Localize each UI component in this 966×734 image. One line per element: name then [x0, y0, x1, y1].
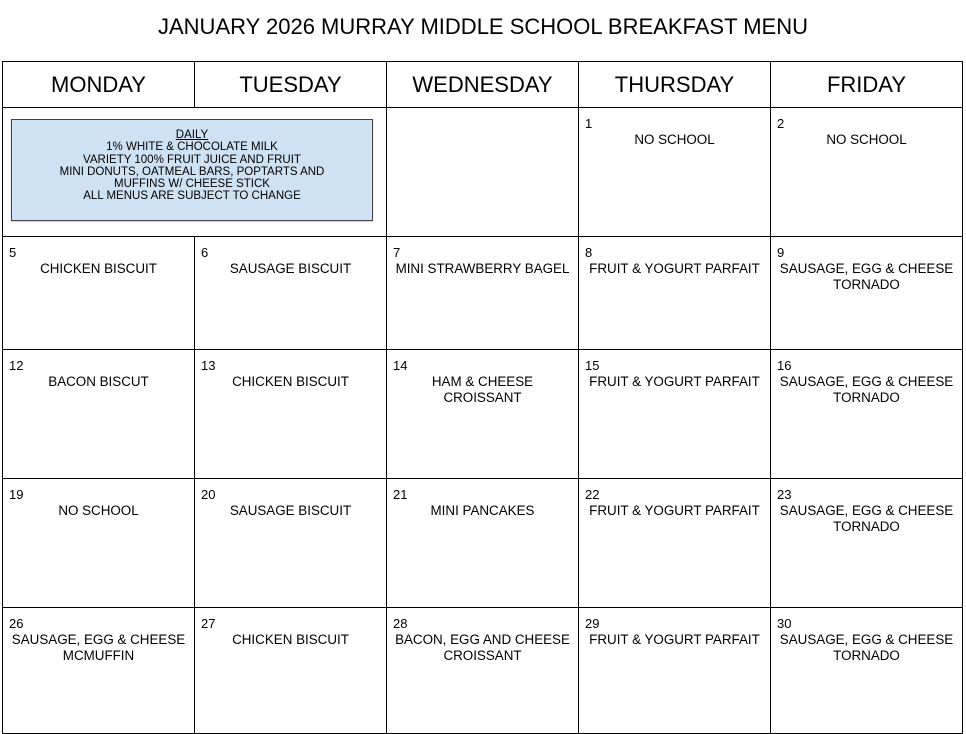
- day-cell: [771, 479, 963, 608]
- daily-line: MINI DONUTS, OATMEAL BARS, POPTARTS AND: [59, 165, 325, 178]
- menu-item: NO SCHOOL: [634, 132, 715, 147]
- day-number: 22: [585, 487, 600, 502]
- daily-line: MUFFINS W/ CHEESE STICK: [114, 178, 270, 191]
- day-cell: [387, 237, 579, 350]
- menu-item: NO SCHOOL: [826, 132, 907, 147]
- day-cell: [195, 350, 387, 479]
- day-number: 16: [777, 358, 792, 373]
- day-number: 15: [585, 358, 600, 373]
- week-row: [3, 237, 963, 350]
- day-number: 27: [201, 616, 216, 631]
- menu-item: FRUIT & YOGURT PARFAIT: [589, 503, 760, 518]
- menu-calendar: [2, 61, 963, 734]
- day-cell: [771, 237, 963, 350]
- daily-heading: DAILY: [175, 129, 209, 141]
- daily-info-box: [11, 119, 373, 221]
- day-cell: [579, 108, 771, 237]
- day-number: 21: [393, 487, 408, 502]
- menu-item: SAUSAGE, EGG & CHEESE TORNADO: [779, 503, 954, 534]
- day-number: 8: [585, 245, 593, 260]
- menu-item: NO SCHOOL: [58, 503, 139, 518]
- day-number: 30: [777, 616, 792, 631]
- day-number: 2: [777, 116, 785, 131]
- menu-item: CHICKEN BISCUIT: [232, 374, 349, 389]
- page-title: JANUARY 2026 MURRAY MIDDLE SCHOOL BREAKFAST MENU: [158, 14, 808, 39]
- menu-item: HAM & CHEESE CROISSANT: [431, 374, 534, 405]
- day-cell: [3, 608, 195, 734]
- daily-line: ALL MENUS ARE SUBJECT TO CHANGE: [83, 190, 301, 203]
- day-cell: [195, 237, 387, 350]
- daily-info-cell: [3, 108, 387, 237]
- week-row: [3, 479, 963, 608]
- header-friday: FRIDAY: [771, 62, 963, 108]
- day-number: 12: [9, 358, 24, 373]
- daily-line: VARIETY 100% FRUIT JUICE AND FRUIT: [83, 153, 301, 166]
- header-thursday: THURSDAY: [579, 62, 771, 108]
- day-cell: [3, 350, 195, 479]
- menu-item: BACON BISCUT: [48, 374, 149, 389]
- week-row: [3, 108, 963, 237]
- day-cell: [387, 479, 579, 608]
- header-monday: MONDAY: [3, 62, 195, 108]
- day-number: 13: [201, 358, 216, 373]
- day-number: 6: [201, 245, 209, 260]
- menu-item: SAUSAGE BISCUIT: [229, 503, 352, 518]
- day-cell: [579, 237, 771, 350]
- day-cell: [387, 608, 579, 734]
- menu-item: BACON, EGG AND CHEESE CROISSANT: [395, 632, 570, 663]
- week-row: [3, 608, 963, 734]
- menu-item: SAUSAGE BISCUIT: [229, 261, 352, 276]
- day-cell: [579, 479, 771, 608]
- menu-item: MINI PANCAKES: [430, 503, 535, 518]
- menu-item: SAUSAGE, EGG & CHEESE TORNADO: [779, 632, 954, 663]
- day-cell: [195, 479, 387, 608]
- day-cell: [3, 479, 195, 608]
- week-row: [3, 350, 963, 479]
- menu-item: SAUSAGE, EGG & CHEESE TORNADO: [779, 261, 954, 292]
- day-cell: [771, 350, 963, 479]
- menu-item: FRUIT & YOGURT PARFAIT: [589, 261, 760, 276]
- day-cell: [579, 350, 771, 479]
- day-number: 19: [9, 487, 24, 502]
- daily-line: 1% WHITE & CHOCOLATE MILK: [106, 141, 278, 154]
- menu-item: SAUSAGE, EGG & CHEESE TORNADO: [779, 374, 954, 405]
- day-number: 1: [585, 116, 593, 131]
- day-number: 14: [393, 358, 408, 373]
- menu-item: CHICKEN BISCUIT: [232, 632, 349, 647]
- menu-item: FRUIT & YOGURT PARFAIT: [589, 374, 760, 389]
- day-number: 28: [393, 616, 408, 631]
- header-wednesday: WEDNESDAY: [387, 62, 579, 108]
- menu-item: CHICKEN BISCUIT: [40, 261, 157, 276]
- menu-item: SAUSAGE, EGG & CHEESE MCMUFFIN: [11, 632, 186, 663]
- day-cell: [771, 608, 963, 734]
- day-cell: [387, 350, 579, 479]
- day-number: 26: [9, 616, 24, 631]
- weekday-header-row: [3, 62, 963, 108]
- day-number: 7: [393, 245, 401, 260]
- day-number: 9: [777, 245, 785, 260]
- day-cell: [579, 608, 771, 734]
- day-cell: [3, 237, 195, 350]
- day-cell: [771, 108, 963, 237]
- header-tuesday: TUESDAY: [195, 62, 387, 108]
- menu-item: FRUIT & YOGURT PARFAIT: [589, 632, 760, 647]
- day-number: 20: [201, 487, 216, 502]
- day-number: 23: [777, 487, 792, 502]
- day-number: 5: [9, 245, 17, 260]
- day-number: 29: [585, 616, 600, 631]
- menu-item: MINI STRAWBERRY BAGEL: [395, 261, 570, 276]
- day-cell: [195, 608, 387, 734]
- day-cell: [387, 108, 579, 237]
